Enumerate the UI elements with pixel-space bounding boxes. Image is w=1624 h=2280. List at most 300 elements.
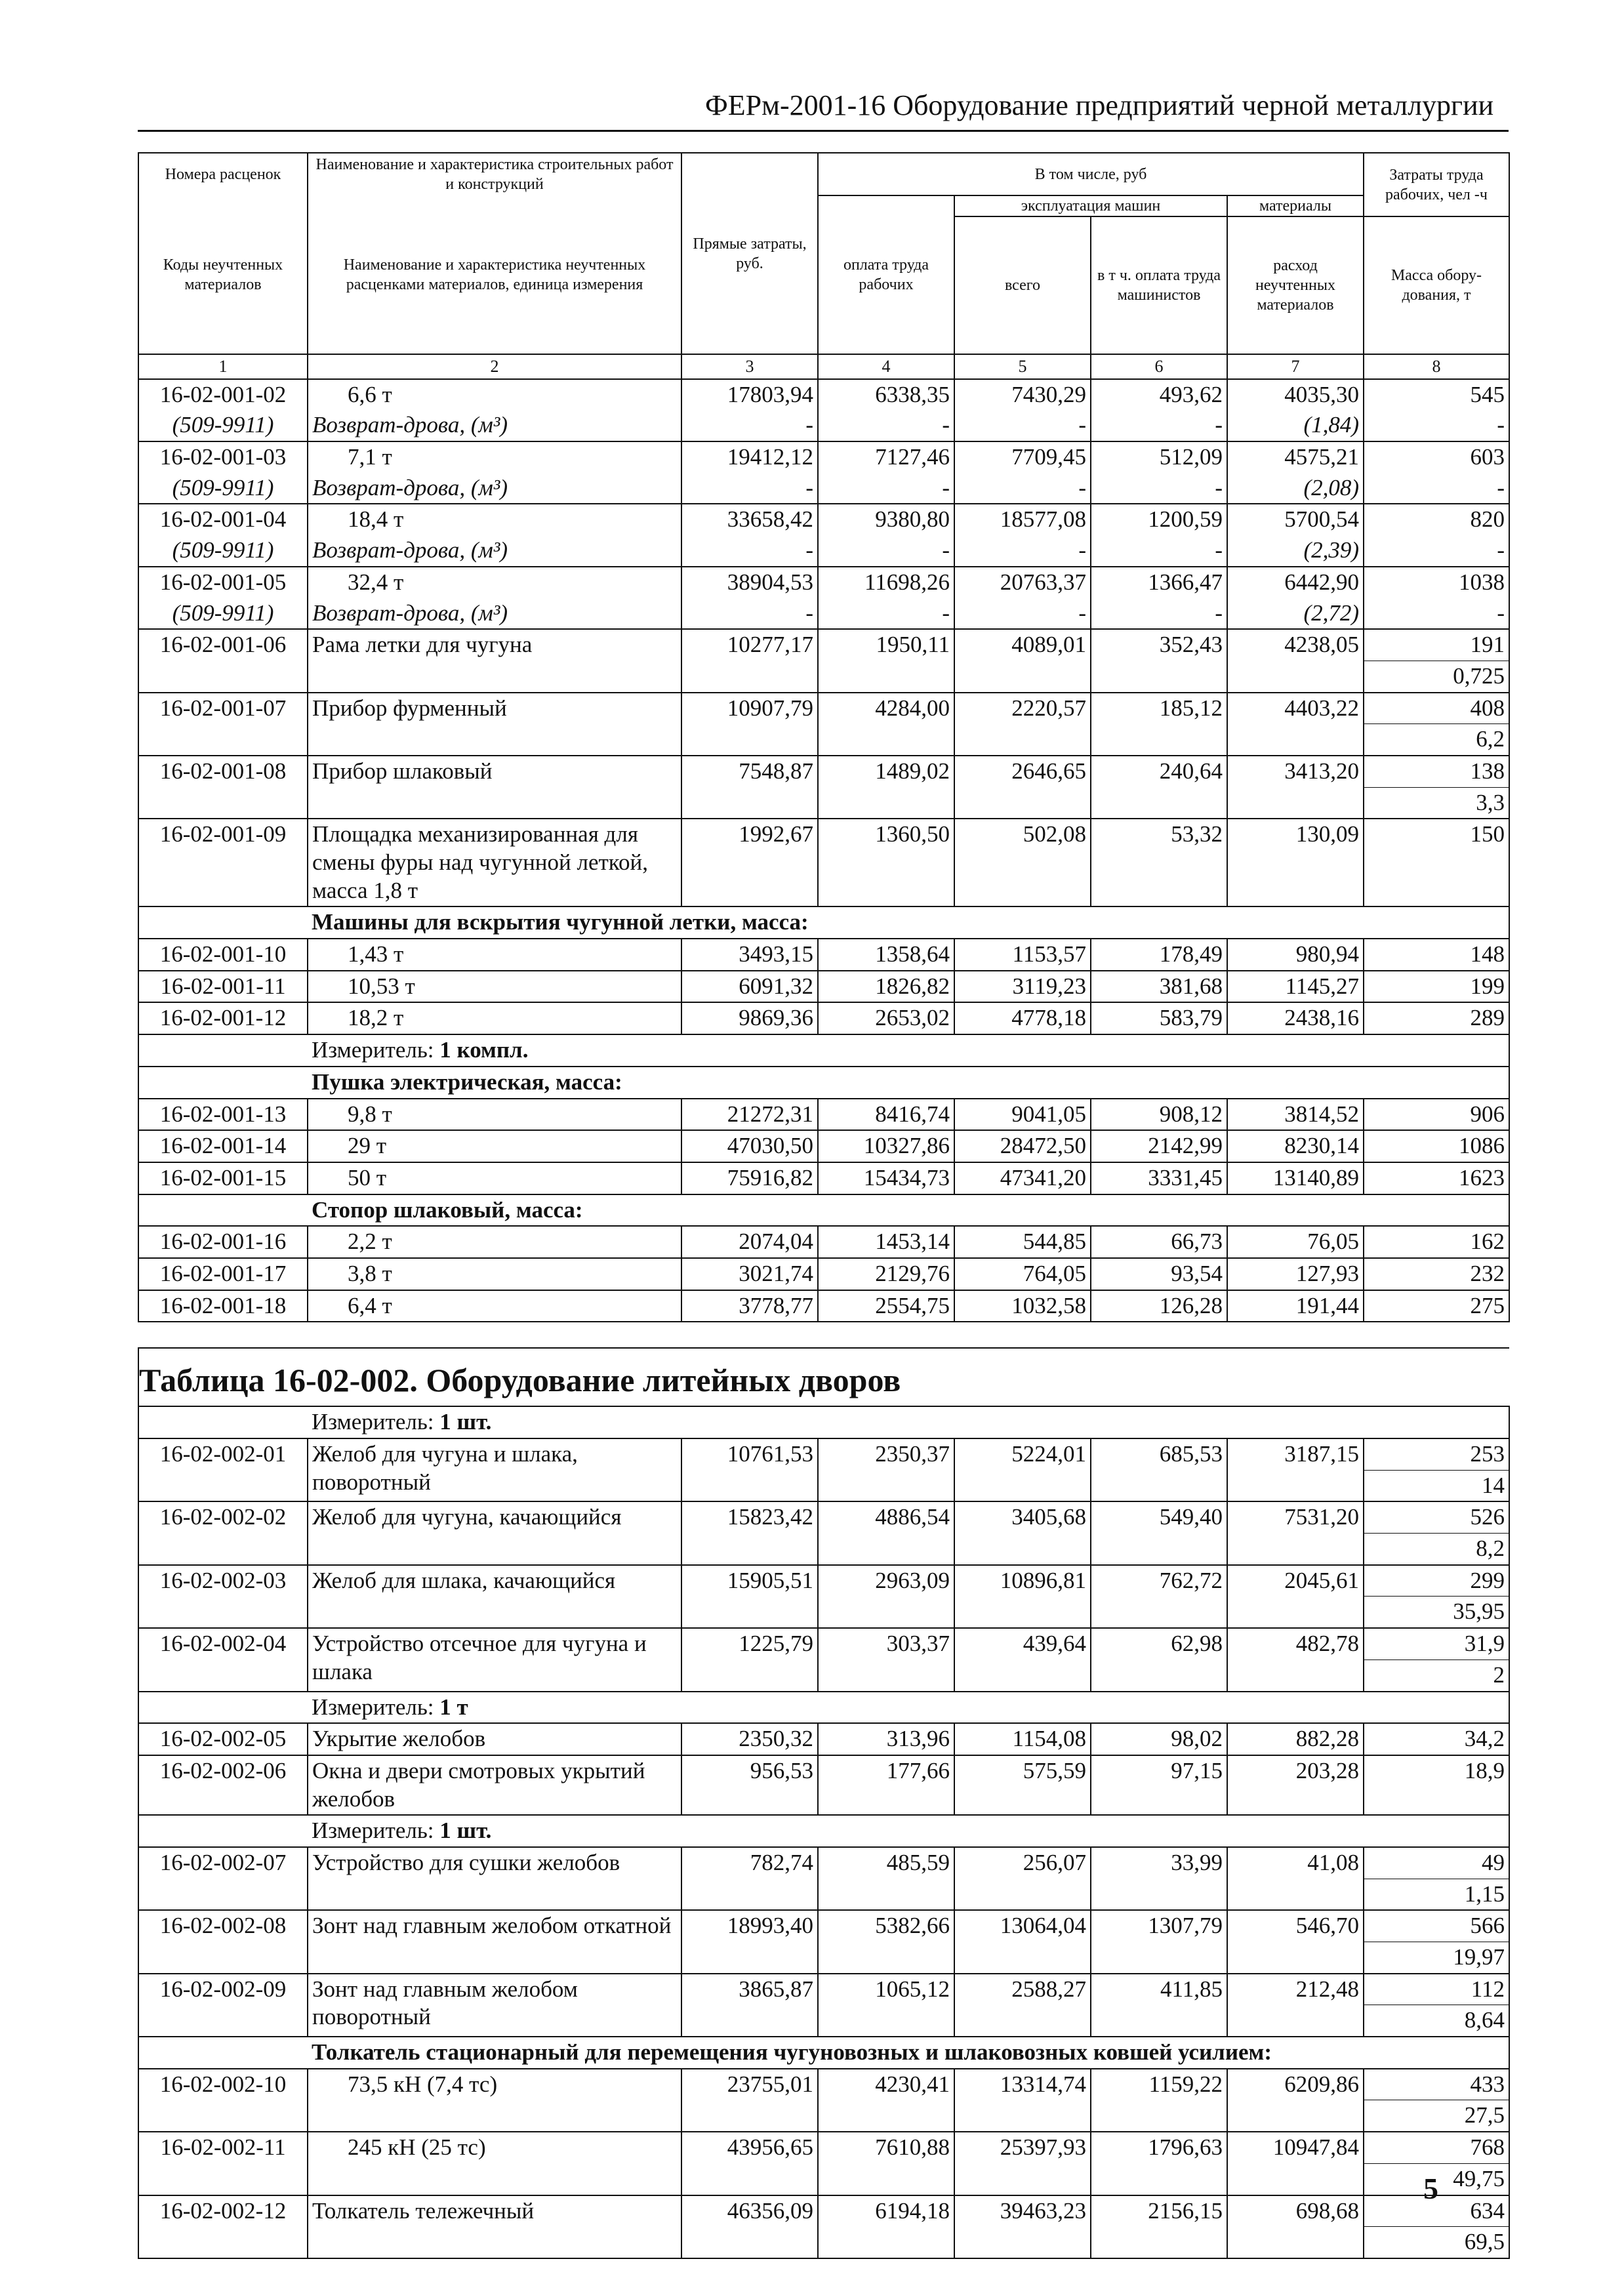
value-sub6: -	[1091, 535, 1227, 567]
head-col8-top: Затраты труда рабочих, чел -ч	[1364, 153, 1509, 216]
measure-label	[308, 1692, 1509, 1724]
value-v4: 4230,41	[818, 2069, 954, 2132]
value-v6: 98,02	[1091, 1723, 1227, 1755]
measure-unit: 1 шт.	[439, 1409, 492, 1435]
value-v4: 1358,64	[818, 939, 954, 971]
rate-code: 16-02-001-12	[138, 1002, 308, 1034]
rate-name: Устройство для сушки желобов	[308, 1847, 681, 1910]
value-v4: 2653,02	[818, 1002, 954, 1034]
value-sub5: -	[954, 410, 1091, 441]
value-v4: 1453,14	[818, 1226, 954, 1258]
value-v5: 3405,68	[954, 1501, 1091, 1564]
table-row	[138, 1226, 1509, 1258]
rate-code: 16-02-002-04	[138, 1628, 308, 1691]
value-v4: 2350,37	[818, 1438, 954, 1501]
value-v7: 2045,61	[1227, 1565, 1364, 1628]
equipment-mass: 19,97	[1364, 1942, 1509, 1974]
rate-name: 3,8 т	[308, 1258, 681, 1290]
labor-hours: 299	[1364, 1565, 1509, 1597]
value-v4: 4284,00	[818, 693, 954, 756]
measure-prefix: Измеритель:	[312, 1409, 440, 1435]
value-sub4: -	[818, 473, 954, 504]
equipment-mass: 69,5	[1364, 2227, 1509, 2258]
value-v3: 18993,40	[681, 1910, 818, 1973]
measure-row	[138, 1034, 1509, 1067]
value-v3: 21272,31	[681, 1099, 818, 1131]
value-v4: 10327,86	[818, 1130, 954, 1162]
value-v3: 782,74	[681, 1847, 818, 1910]
value-v8: 603	[1364, 441, 1509, 473]
section-title: Толкатель стационарный для перемещения чугуновозных и шлаковозных ковшей усилием:	[308, 2037, 1509, 2069]
rate-name: 1,43 т	[308, 939, 681, 971]
value-v8: 289	[1364, 1002, 1509, 1034]
head-col3: Прямые затраты, руб.	[681, 153, 818, 354]
value-v7: 13140,89	[1227, 1162, 1364, 1194]
value-v4: 313,96	[818, 1723, 954, 1755]
table-row	[138, 2195, 1509, 2227]
value-v7: 698,68	[1227, 2195, 1364, 2258]
value-v6: 411,85	[1091, 1974, 1227, 2037]
value-v7: 980,94	[1227, 939, 1364, 971]
value-v5: 7430,29	[954, 379, 1091, 411]
value-v6: 549,40	[1091, 1501, 1227, 1564]
value-v3: 6091,32	[681, 971, 818, 1003]
value-v6: 908,12	[1091, 1099, 1227, 1131]
head-col1-top: Номера расценок	[138, 153, 308, 195]
value-sub4: -	[818, 410, 954, 441]
value-v5: 1032,58	[954, 1290, 1091, 1322]
value-v5: 5224,01	[954, 1438, 1091, 1501]
value-v4: 4886,54	[818, 1501, 954, 1564]
material-qty: (2,72)	[1227, 598, 1364, 630]
value-v4: 9380,80	[818, 504, 954, 535]
value-v5: 2220,57	[954, 693, 1091, 756]
value-v6: 126,28	[1091, 1290, 1227, 1322]
rate-code: 16-02-001-04	[138, 504, 308, 535]
rate-code: 16-02-001-18	[138, 1290, 308, 1322]
value-sub6: -	[1091, 410, 1227, 441]
value-v8: 148	[1364, 939, 1509, 971]
material-code: (509-9911)	[138, 410, 308, 441]
value-v4: 1489,02	[818, 756, 954, 819]
value-v6: 178,49	[1091, 939, 1227, 971]
value-v8: 545	[1364, 379, 1509, 411]
measure-label	[308, 1815, 1509, 1847]
value-v4: 485,59	[818, 1847, 954, 1910]
value-v7: 3187,15	[1227, 1438, 1364, 1501]
value-v7: 203,28	[1227, 1755, 1364, 1815]
value-v4: 6194,18	[818, 2195, 954, 2258]
value-sub6: -	[1091, 473, 1227, 504]
equipment-mass: 6,2	[1364, 724, 1509, 756]
table-row-sub	[138, 598, 1509, 630]
value-sub5: -	[954, 598, 1091, 630]
rate-code: 16-02-002-02	[138, 1501, 308, 1564]
value-v8: 232	[1364, 1258, 1509, 1290]
rate-name: Желоб для шлака, качающийся	[308, 1565, 681, 1628]
col-num: 7	[1227, 354, 1364, 379]
value-v3: 3865,87	[681, 1974, 818, 2037]
header-rule	[138, 130, 1509, 132]
section-blank	[138, 1815, 308, 1847]
material-qty: (2,39)	[1227, 535, 1364, 567]
labor-hours: 31,9	[1364, 1628, 1509, 1659]
value-v4: 6338,35	[818, 379, 954, 411]
value-v4: 1065,12	[818, 1974, 954, 2037]
table-row	[138, 1755, 1509, 1815]
value-v5: 764,05	[954, 1258, 1091, 1290]
material-code: (509-9911)	[138, 535, 308, 567]
value-v3: 2074,04	[681, 1226, 818, 1258]
value-v5: 256,07	[954, 1847, 1091, 1910]
value-v6: 512,09	[1091, 441, 1227, 473]
value-v5: 4089,01	[954, 629, 1091, 692]
value-sub3: -	[681, 598, 818, 630]
section-blank	[138, 1692, 308, 1724]
value-v7: 4403,22	[1227, 693, 1364, 756]
table-row	[138, 1002, 1509, 1034]
value-v5: 3119,23	[954, 971, 1091, 1003]
rate-name: Зонт над главным желобом откатной	[308, 1910, 681, 1973]
value-v8: 275	[1364, 1290, 1509, 1322]
rate-code: 16-02-001-14	[138, 1130, 308, 1162]
table-row	[138, 939, 1509, 971]
value-sub3: -	[681, 473, 818, 504]
section-row	[138, 1067, 1509, 1099]
value-v5: 502,08	[954, 819, 1091, 906]
labor-hours: 433	[1364, 2069, 1509, 2100]
rate-name: Прибор фурменный	[308, 693, 681, 756]
rate-name: Окна и двери смотровых укрытий желобов	[308, 1755, 681, 1815]
value-v7: 4575,21	[1227, 441, 1364, 473]
value-v4: 303,37	[818, 1628, 954, 1691]
table-row	[138, 1099, 1509, 1131]
blank-cell	[681, 1322, 818, 1348]
value-sub5: -	[954, 535, 1091, 567]
value-v4: 177,66	[818, 1755, 954, 1815]
value-v6: 66,73	[1091, 1226, 1227, 1258]
labor-hours: 253	[1364, 1438, 1509, 1470]
table-row	[138, 1974, 1509, 2005]
value-v3: 19412,12	[681, 441, 818, 473]
value-v3: 2350,32	[681, 1723, 818, 1755]
value-sub8: -	[1364, 535, 1509, 567]
rate-code: 16-02-001-16	[138, 1226, 308, 1258]
value-sub8: -	[1364, 410, 1509, 441]
rate-code: 16-02-001-05	[138, 567, 308, 598]
head-col1-bottom: Коды неучтенных материалов	[138, 195, 308, 354]
value-v5: 13314,74	[954, 2069, 1091, 2132]
blank-cell	[308, 1322, 681, 1348]
value-v3: 17803,94	[681, 379, 818, 411]
value-v8: 820	[1364, 504, 1509, 535]
spacer-row	[138, 1322, 1509, 1348]
material-name: Возврат-дрова, (м³)	[308, 598, 681, 630]
value-v7: 2438,16	[1227, 1002, 1364, 1034]
section-row	[138, 906, 1509, 939]
labor-hours: 191	[1364, 629, 1509, 661]
measure-label	[308, 1034, 1509, 1067]
head-col5: всего	[954, 216, 1091, 354]
table-row-sub	[138, 473, 1509, 504]
section-blank	[138, 1406, 308, 1438]
section-blank	[138, 1067, 308, 1099]
rate-name: 7,1 т	[308, 441, 681, 473]
value-v3: 10277,17	[681, 629, 818, 692]
value-v3: 10907,79	[681, 693, 818, 756]
equipment-mass: 35,95	[1364, 1597, 1509, 1628]
value-v7: 212,48	[1227, 1974, 1364, 2037]
rate-code: 16-02-002-11	[138, 2132, 308, 2195]
blank-cell	[138, 1322, 308, 1348]
table-row	[138, 1723, 1509, 1755]
page-header: ФЕРм-2001-16 Оборудование предприятий черной металлургии	[705, 89, 1494, 121]
table-row	[138, 1847, 1509, 1879]
rate-code: 16-02-001-06	[138, 629, 308, 692]
table2-title: Таблица 16-02-002. Оборудование литейных дворов	[138, 1348, 1509, 1406]
value-v6: 62,98	[1091, 1628, 1227, 1691]
head-col7: расход неучтенных материалов	[1227, 216, 1364, 354]
value-v7: 482,78	[1227, 1628, 1364, 1691]
value-v5: 13064,04	[954, 1910, 1091, 1973]
equipment-mass: 8,64	[1364, 2005, 1509, 2037]
col-num: 6	[1091, 354, 1227, 379]
material-qty: (2,08)	[1227, 473, 1364, 504]
value-v3: 3493,15	[681, 939, 818, 971]
value-v5: 575,59	[954, 1755, 1091, 1815]
value-v6: 1796,63	[1091, 2132, 1227, 2195]
value-sub3: -	[681, 535, 818, 567]
labor-hours: 768	[1364, 2132, 1509, 2163]
value-v7: 546,70	[1227, 1910, 1364, 1973]
value-v4: 2963,09	[818, 1565, 954, 1628]
value-v3: 38904,53	[681, 567, 818, 598]
value-v5: 544,85	[954, 1226, 1091, 1258]
value-v6: 381,68	[1091, 971, 1227, 1003]
table-row	[138, 693, 1509, 724]
rate-code: 16-02-001-09	[138, 819, 308, 906]
rate-code: 16-02-002-12	[138, 2195, 308, 2258]
rate-name: 73,5 кН (7,4 тс)	[308, 2069, 681, 2132]
blank-cell	[818, 1322, 954, 1348]
value-v6: 185,12	[1091, 693, 1227, 756]
value-v3: 46356,09	[681, 2195, 818, 2258]
value-v6: 352,43	[1091, 629, 1227, 692]
value-v5: 25397,93	[954, 2132, 1091, 2195]
section-title: Машины для вскрытия чугунной летки, масса:	[308, 906, 1509, 939]
rate-name: 29 т	[308, 1130, 681, 1162]
value-v4: 7127,46	[818, 441, 954, 473]
value-v7: 191,44	[1227, 1290, 1364, 1322]
blank-cell	[1364, 1322, 1509, 1348]
measure-row	[138, 1692, 1509, 1724]
table-row-sub	[138, 410, 1509, 441]
value-v7: 6209,86	[1227, 2069, 1364, 2132]
value-sub8: -	[1364, 598, 1509, 630]
section-title: Пушка электрическая, масса:	[308, 1067, 1509, 1099]
rate-name: 18,2 т	[308, 1002, 681, 1034]
col-num: 3	[681, 354, 818, 379]
value-v3: 1225,79	[681, 1628, 818, 1691]
value-v8: 18,9	[1364, 1755, 1509, 1815]
value-v4: 8416,74	[818, 1099, 954, 1131]
value-v4: 15434,73	[818, 1162, 954, 1194]
measure-prefix: Измеритель:	[312, 1037, 440, 1063]
value-v8: 1623	[1364, 1162, 1509, 1194]
value-v5: 2588,27	[954, 1974, 1091, 2037]
value-v7: 7531,20	[1227, 1501, 1364, 1564]
value-v3: 7548,87	[681, 756, 818, 819]
head-col2-bottom: Наименование и характеристика неучтенных расценками материалов, единица измерения	[308, 195, 681, 354]
material-name: Возврат-дрова, (м³)	[308, 535, 681, 567]
value-sub8: -	[1364, 473, 1509, 504]
value-v5: 1153,57	[954, 939, 1091, 971]
value-v8: 162	[1364, 1226, 1509, 1258]
value-v5: 10896,81	[954, 1565, 1091, 1628]
value-v7: 10947,84	[1227, 2132, 1364, 2195]
measure-unit: 1 компл.	[439, 1037, 529, 1063]
value-v5: 9041,05	[954, 1099, 1091, 1131]
rate-name: Прибор шлаковый	[308, 756, 681, 819]
value-v3: 33658,42	[681, 504, 818, 535]
rate-name: Зонт над главным желобом поворотный	[308, 1974, 681, 2037]
col-num: 5	[954, 354, 1091, 379]
value-v4: 5382,66	[818, 1910, 954, 1973]
value-v5: 47341,20	[954, 1162, 1091, 1194]
table-row	[138, 819, 1509, 906]
rate-code: 16-02-001-02	[138, 379, 308, 411]
value-v3: 23755,01	[681, 2069, 818, 2132]
value-v4: 11698,26	[818, 567, 954, 598]
rate-name: 10,53 т	[308, 971, 681, 1003]
col-num: 8	[1364, 354, 1509, 379]
rate-code: 16-02-001-11	[138, 971, 308, 1003]
rate-name: 50 т	[308, 1162, 681, 1194]
equipment-mass: 49,75	[1364, 2163, 1509, 2195]
rate-code: 16-02-001-07	[138, 693, 308, 756]
equipment-mass: 1,15	[1364, 1879, 1509, 1910]
value-v6: 685,53	[1091, 1438, 1227, 1501]
value-v5: 4778,18	[954, 1002, 1091, 1034]
value-v6: 33,99	[1091, 1847, 1227, 1910]
value-v6: 53,32	[1091, 819, 1227, 906]
equipment-mass: 2	[1364, 1659, 1509, 1691]
section-title: Стопор шлаковый, масса:	[308, 1194, 1509, 1227]
value-v5: 20763,37	[954, 567, 1091, 598]
value-v6: 493,62	[1091, 379, 1227, 411]
table-row	[138, 1130, 1509, 1162]
table-row	[138, 504, 1509, 535]
table-row-sub	[138, 535, 1509, 567]
value-v8: 1038	[1364, 567, 1509, 598]
value-v6: 2142,99	[1091, 1130, 1227, 1162]
rate-name: Укрытие желобов	[308, 1723, 681, 1755]
table-row	[138, 567, 1509, 598]
value-v6: 1159,22	[1091, 2069, 1227, 2132]
value-v4: 1950,11	[818, 629, 954, 692]
material-name: Возврат-дрова, (м³)	[308, 410, 681, 441]
value-v6: 1200,59	[1091, 504, 1227, 535]
rate-code: 16-02-002-10	[138, 2069, 308, 2132]
table-row	[138, 629, 1509, 661]
rate-name: 18,4 т	[308, 504, 681, 535]
table-row	[138, 441, 1509, 473]
labor-hours: 49	[1364, 1847, 1509, 1879]
rate-code: 16-02-002-09	[138, 1974, 308, 2037]
measure-prefix: Измеритель:	[312, 1694, 440, 1720]
value-v7: 3413,20	[1227, 756, 1364, 819]
table-row	[138, 379, 1509, 411]
table-row	[138, 1258, 1509, 1290]
rate-code: 16-02-002-01	[138, 1438, 308, 1501]
rate-code: 16-02-001-15	[138, 1162, 308, 1194]
table-body	[138, 379, 1509, 2258]
rate-name: 9,8 т	[308, 1099, 681, 1131]
labor-hours: 112	[1364, 1974, 1509, 2005]
material-code: (509-9911)	[138, 473, 308, 504]
labor-hours: 408	[1364, 693, 1509, 724]
table-row	[138, 1162, 1509, 1194]
rate-name: 245 кН (25 тс)	[308, 2132, 681, 2195]
value-v5: 1154,08	[954, 1723, 1091, 1755]
table-row	[138, 756, 1509, 787]
head-col2-top: Наименование и характеристика строительных работ и конструкций	[308, 153, 681, 195]
rate-code: 16-02-002-07	[138, 1847, 308, 1910]
value-v5: 18577,08	[954, 504, 1091, 535]
equipment-mass: 3,3	[1364, 787, 1509, 819]
value-v3: 43956,65	[681, 2132, 818, 2195]
value-v5: 439,64	[954, 1628, 1091, 1691]
table-row	[138, 1628, 1509, 1659]
section-row	[138, 1194, 1509, 1227]
blank-cell	[954, 1322, 1091, 1348]
value-v6: 240,64	[1091, 756, 1227, 819]
rate-code: 16-02-001-03	[138, 441, 308, 473]
value-v7: 1145,27	[1227, 971, 1364, 1003]
value-v8: 199	[1364, 971, 1509, 1003]
rate-name: 2,2 т	[308, 1226, 681, 1258]
value-v3: 47030,50	[681, 1130, 818, 1162]
measure-row	[138, 1406, 1509, 1438]
measure-unit: 1 т	[439, 1694, 468, 1720]
table-row	[138, 1501, 1509, 1533]
measure-row	[138, 1815, 1509, 1847]
labor-hours: 526	[1364, 1501, 1509, 1533]
table-row	[138, 1438, 1509, 1470]
value-v6: 762,72	[1091, 1565, 1227, 1628]
rate-code: 16-02-002-05	[138, 1723, 308, 1755]
rate-name: 32,4 т	[308, 567, 681, 598]
section-blank	[138, 1194, 308, 1227]
rate-code: 16-02-001-17	[138, 1258, 308, 1290]
value-v5: 39463,23	[954, 2195, 1091, 2258]
rate-code: 16-02-001-10	[138, 939, 308, 971]
value-v7: 130,09	[1227, 819, 1364, 906]
head-col8-bottom: Масса обору-дования, т	[1364, 216, 1509, 354]
value-sub3: -	[681, 410, 818, 441]
blank-cell	[1091, 1322, 1227, 1348]
value-v3: 9869,36	[681, 1002, 818, 1034]
column-numbers	[138, 354, 1509, 379]
value-v8: 1086	[1364, 1130, 1509, 1162]
measure-label	[308, 1406, 1509, 1438]
rate-name: Площадка механизированная для смены фуры над чугунной леткой, масса 1,8 т	[308, 819, 681, 906]
value-v8: 34,2	[1364, 1723, 1509, 1755]
value-v3: 956,53	[681, 1755, 818, 1815]
rate-code: 16-02-002-08	[138, 1910, 308, 1973]
value-v5: 2646,65	[954, 756, 1091, 819]
value-v4: 7610,88	[818, 2132, 954, 2195]
